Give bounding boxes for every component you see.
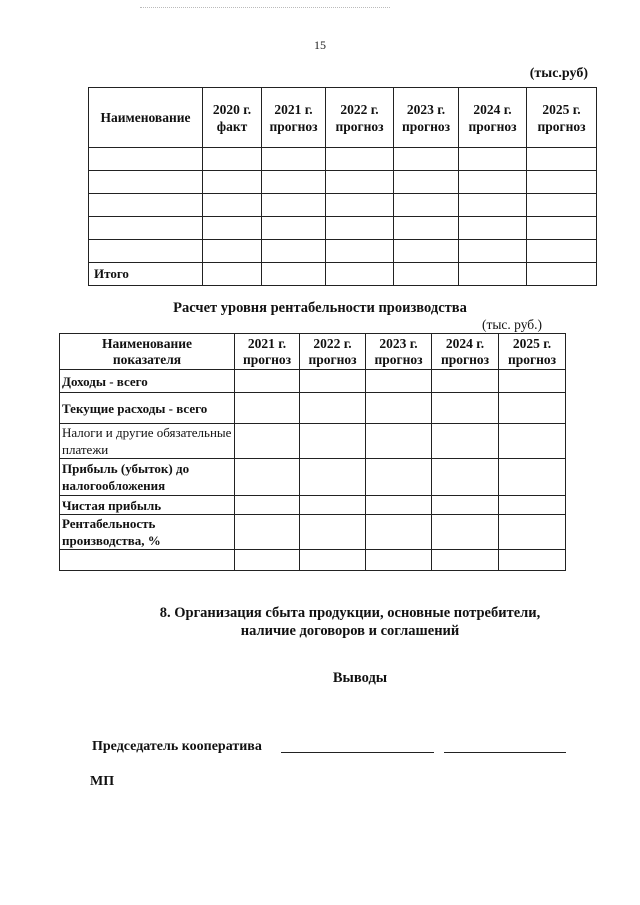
section-8-title bbox=[0, 604, 640, 640]
value-cell bbox=[499, 515, 566, 550]
value-cell bbox=[394, 240, 459, 263]
col-header-2024: 2024 г. прогноз bbox=[459, 88, 527, 148]
value-cell bbox=[203, 263, 262, 286]
value-cell bbox=[366, 496, 432, 515]
value-cell bbox=[300, 370, 366, 393]
value-cell bbox=[366, 393, 432, 424]
value-cell bbox=[235, 459, 300, 496]
value-cell bbox=[366, 459, 432, 496]
table-row bbox=[89, 171, 597, 194]
value-cell bbox=[235, 370, 300, 393]
value-cell bbox=[527, 194, 597, 217]
value-cell bbox=[366, 550, 432, 571]
value-cell bbox=[300, 550, 366, 571]
col-header-2023: 2023 г. прогноз bbox=[366, 334, 432, 370]
value-cell bbox=[459, 148, 527, 171]
row-label-cell bbox=[89, 217, 203, 240]
value-cell bbox=[459, 263, 527, 286]
value-cell bbox=[326, 171, 394, 194]
col-header-2025: 2025 г. прогноз bbox=[527, 88, 597, 148]
value-cell bbox=[499, 370, 566, 393]
value-cell bbox=[300, 496, 366, 515]
row-label-cell bbox=[89, 194, 203, 217]
value-cell bbox=[432, 550, 499, 571]
col-header-2022: 2022 г. прогноз bbox=[326, 88, 394, 148]
row-label-cell bbox=[89, 171, 203, 194]
header-scan-artifact bbox=[140, 7, 390, 8]
table-row bbox=[60, 496, 566, 515]
table-row bbox=[89, 194, 597, 217]
value-cell bbox=[235, 496, 300, 515]
col-header-2025: 2025 г. прогноз bbox=[499, 334, 566, 370]
value-cell bbox=[235, 515, 300, 550]
value-cell bbox=[300, 515, 366, 550]
value-cell bbox=[203, 217, 262, 240]
value-cell bbox=[432, 515, 499, 550]
value-cell bbox=[527, 263, 597, 286]
value-cell bbox=[326, 263, 394, 286]
value-cell bbox=[300, 393, 366, 424]
row-label-cell: Итого bbox=[89, 263, 203, 286]
value-cell bbox=[499, 459, 566, 496]
value-cell bbox=[262, 263, 326, 286]
value-cell bbox=[235, 424, 300, 459]
value-cell bbox=[203, 171, 262, 194]
table-row bbox=[89, 148, 597, 171]
value-cell bbox=[499, 424, 566, 459]
col-header-2020: 2020 г. факт bbox=[203, 88, 262, 148]
value-cell bbox=[326, 240, 394, 263]
row-label-cell bbox=[89, 148, 203, 171]
value-cell bbox=[300, 459, 366, 496]
value-cell bbox=[326, 217, 394, 240]
indicator-label-cell: Доходы - всего bbox=[60, 370, 235, 393]
table1-unit: (тыс.руб) bbox=[529, 66, 588, 81]
value-cell bbox=[459, 194, 527, 217]
table-row bbox=[89, 217, 597, 240]
name-line bbox=[444, 752, 566, 753]
table-row bbox=[89, 240, 597, 263]
value-cell bbox=[326, 194, 394, 217]
col-header-2024: 2024 г. прогноз bbox=[432, 334, 499, 370]
value-cell bbox=[432, 393, 499, 424]
value-cell bbox=[499, 496, 566, 515]
table-row bbox=[60, 424, 566, 459]
value-cell bbox=[262, 194, 326, 217]
col-header-2022: 2022 г. прогноз bbox=[300, 334, 366, 370]
value-cell bbox=[499, 393, 566, 424]
col-header-2021: 2021 г. прогноз bbox=[262, 88, 326, 148]
value-cell bbox=[262, 217, 326, 240]
value-cell bbox=[527, 240, 597, 263]
value-cell bbox=[394, 217, 459, 240]
value-cell bbox=[499, 550, 566, 571]
value-cell bbox=[262, 148, 326, 171]
table-row bbox=[60, 459, 566, 496]
value-cell bbox=[262, 171, 326, 194]
total-row bbox=[89, 263, 597, 286]
value-cell bbox=[235, 393, 300, 424]
value-cell bbox=[459, 171, 527, 194]
value-cell bbox=[432, 370, 499, 393]
signature-line bbox=[281, 752, 434, 753]
profitability-title: Расчет уровня рентабельности производства bbox=[173, 300, 467, 316]
col-header-indicator: Наименование показателя bbox=[60, 334, 235, 370]
value-cell bbox=[394, 148, 459, 171]
profitability-unit: (тыс. руб.) bbox=[481, 317, 543, 332]
page-number: 15 bbox=[314, 38, 326, 52]
value-cell bbox=[394, 171, 459, 194]
section-8-line1: 8. Организация сбыта продукции, основные потребители, bbox=[159, 605, 541, 621]
table-row bbox=[60, 393, 566, 424]
indicator-label-cell: Налоги и другие обязательные платежи bbox=[60, 424, 235, 459]
table-row bbox=[60, 370, 566, 393]
value-cell bbox=[527, 148, 597, 171]
value-cell bbox=[300, 424, 366, 459]
col-header-2023: 2023 г. прогноз bbox=[394, 88, 459, 148]
value-cell bbox=[203, 194, 262, 217]
value-cell bbox=[366, 370, 432, 393]
row-label-cell bbox=[89, 240, 203, 263]
value-cell bbox=[432, 459, 499, 496]
value-cell bbox=[366, 424, 432, 459]
forecast-table bbox=[88, 87, 597, 286]
col-header-name: Наименование bbox=[89, 88, 203, 148]
value-cell bbox=[203, 148, 262, 171]
conclusions-heading: Выводы bbox=[332, 670, 388, 686]
value-cell bbox=[203, 240, 262, 263]
indicator-label-cell bbox=[60, 550, 235, 571]
value-cell bbox=[459, 217, 527, 240]
value-cell bbox=[394, 263, 459, 286]
indicator-label-cell: Рентабельность производства, % bbox=[60, 515, 235, 550]
indicator-label-cell: Чистая прибыль bbox=[60, 496, 235, 515]
value-cell bbox=[432, 424, 499, 459]
value-cell bbox=[366, 515, 432, 550]
col-header-2021: 2021 г. прогноз bbox=[235, 334, 300, 370]
value-cell bbox=[326, 148, 394, 171]
table-row bbox=[60, 515, 566, 550]
value-cell bbox=[527, 217, 597, 240]
value-cell bbox=[262, 240, 326, 263]
value-cell bbox=[394, 194, 459, 217]
table-row bbox=[60, 550, 566, 571]
indicator-label-cell: Прибыль (убыток) до налогообложения bbox=[60, 459, 235, 496]
stamp-label: МП bbox=[90, 774, 115, 789]
value-cell bbox=[459, 240, 527, 263]
value-cell bbox=[235, 550, 300, 571]
section-8-line2: наличие договоров и соглашений bbox=[240, 623, 460, 639]
indicator-label-cell: Текущие расходы - всего bbox=[60, 393, 235, 424]
value-cell bbox=[432, 496, 499, 515]
value-cell bbox=[527, 171, 597, 194]
profitability-table bbox=[59, 333, 566, 571]
chairman-label: Председатель кооператива bbox=[92, 739, 262, 754]
